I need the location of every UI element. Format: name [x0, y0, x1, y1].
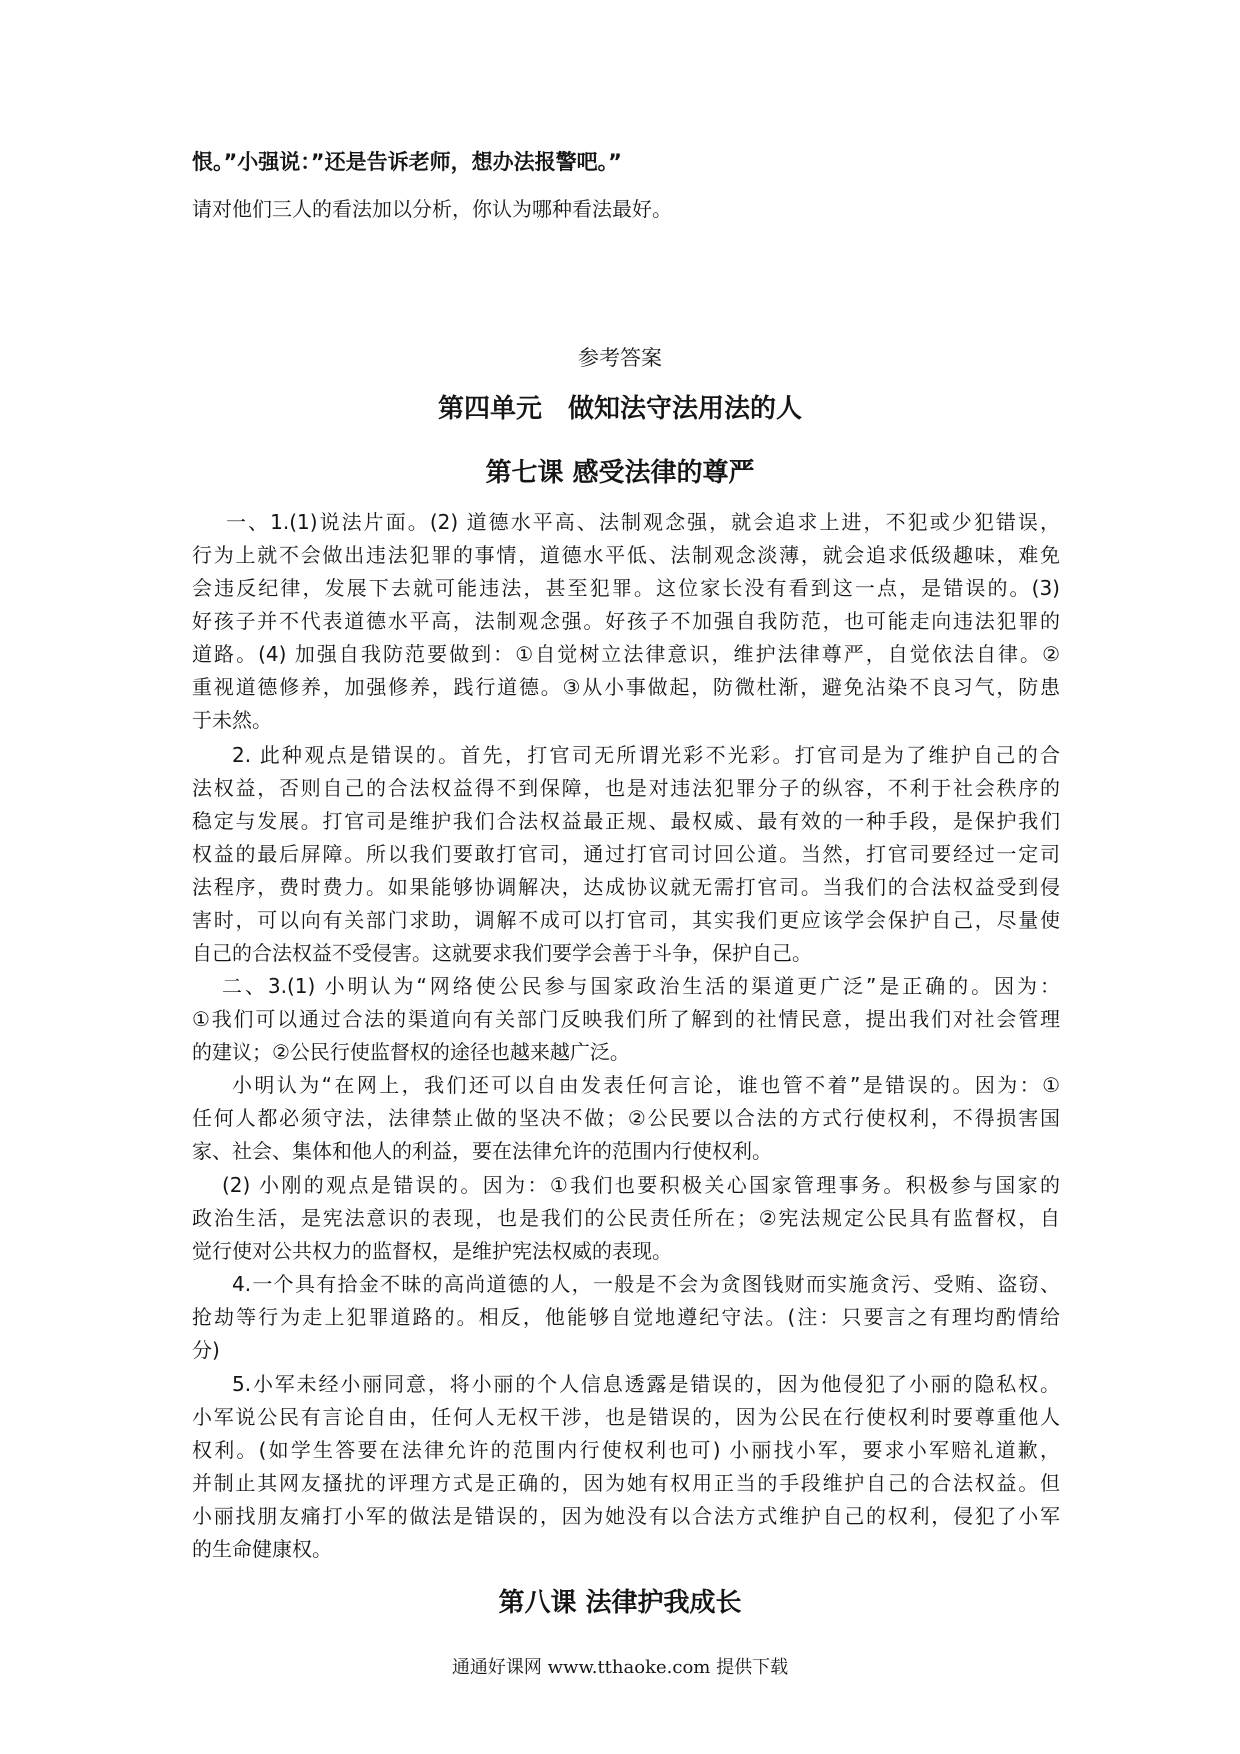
paragraph-line: 抢劫等行为走上犯罪道路的。相反，他能够自觉地遵纪守法。(注：只要言之有理均酌情给: [192, 1305, 1060, 1329]
paragraph-line: 并制止其网友搔扰的评理方式是正确的，因为她有权用正当的手段维护自己的合法权益。但: [192, 1471, 1060, 1495]
paragraph-line: 小明认为“在网上，我们还可以自由发表任何言论，谁也管不着”是错误的。因为：①: [232, 1073, 1060, 1097]
paragraph-line: 权利。(如学生答要在法律允许的范围内行使权利也可) 小丽找小军，要求小军赔礼道歉，: [192, 1438, 1060, 1462]
paragraph-line: 害时，可以向有关部门求助，调解不成可以打官司，其实我们更应该学会保护自己，尽量使: [192, 908, 1060, 932]
paragraph-line: 法权益，否则自己的合法权益得不到保障，也是对违法犯罪分子的纵容，不利于社会秩序的: [192, 776, 1060, 800]
paragraph-line: 的生命健康权。: [192, 1537, 332, 1561]
lesson-8-title: 第八课 法律护我成长: [498, 1588, 742, 1618]
intro-line-1: 恨。”小强说：”还是告诉老师，想办法报警吧。”: [192, 150, 622, 174]
paragraph-line: (2) 小刚的观点是错误的。因为：①我们也要积极关心国家管理事务。积极参与国家的: [222, 1173, 1060, 1197]
paragraph-line: 会违反纪律，发展下去就可能违法，甚至犯罪。这位家长没有看到这一点，是错误的。(3): [192, 576, 1060, 600]
page-footer: 通通好课网 www.tthaoke.com 提供下载: [451, 1657, 789, 1678]
paragraph-line: 任何人都必须守法，法律禁止做的坚决不做；②公民要以合法的方式行使权利，不得损害国: [192, 1106, 1060, 1130]
paragraph-line: 2. 此种观点是错误的。首先，打官司无所谓光彩不光彩。打官司是为了维护自己的合: [232, 743, 1060, 767]
paragraph-line: 政治生活，是宪法意识的表现，也是我们的公民责任所在；②宪法规定公民具有监督权，自: [192, 1206, 1060, 1230]
paragraph-line: 道路。(4) 加强自我防范要做到：①自觉树立法律意识，维护法律尊严，自觉依法自律。②: [192, 642, 1060, 666]
paragraph-line: 4.一个具有拾金不昧的高尚道德的人，一般是不会为贪图钱财而实施贪污、受贿、盗窃、: [232, 1272, 1060, 1296]
intro-line-2: 请对他们三人的看法加以分析，你认为哪种看法最好。: [192, 197, 672, 221]
unit-title: 第四单元 做知法守法用法的人: [437, 394, 802, 424]
paragraph-line: 于未然。: [192, 708, 272, 732]
paragraph-line: 稳定与发展。打官司是维护我们合法权益最正规、最权威、最有效的一种手段，是保护我们: [192, 809, 1060, 833]
paragraph-line: 5.小军未经小丽同意，将小丽的个人信息透露是错误的，因为他侵犯了小丽的隐私权。: [232, 1372, 1060, 1396]
paragraph-line: ①我们可以通过合法的渠道向有关部门反映我们所了解到的社情民意，提出我们对社会管理: [192, 1007, 1060, 1031]
paragraph-line: 好孩子并不代表道德水平高，法制观念强。好孩子不加强自我防范，也可能走向违法犯罪的: [192, 609, 1060, 633]
paragraph-line: 的建议；②公民行使监督权的途径也越来越广泛。: [192, 1040, 630, 1064]
paragraph-line: 自己的合法权益不受侵害。这就要求我们要学会善于斗争，保护自己。: [192, 941, 812, 965]
paragraph-line: 一、1.(1)说法片面。(2) 道德水平高、法制观念强，就会追求上进，不犯或少犯错误，: [226, 510, 1060, 534]
paragraph-line: 家、社会、集体和他人的利益，要在法律允许的范围内行使权利。: [192, 1139, 772, 1163]
paragraph-line: 权益的最后屏障。所以我们要敢打官司，通过打官司讨回公道。当然，打官司要经过一定司: [192, 842, 1060, 866]
lesson-7-title: 第七课 感受法律的尊严: [485, 458, 755, 488]
paragraph-line: 二、3.(1) 小明认为“网络使公民参与国家政治生活的渠道更广泛”是正确的。因为：: [222, 974, 1060, 998]
paragraph-line: 重视道德修养，加强修养，践行道德。③从小事做起，防微杜渐，避免沾染不良习气，防患: [192, 675, 1060, 699]
paragraph-line: 觉行使对公共权力的监督权，是维护宪法权威的表现。: [192, 1239, 672, 1263]
paragraph-line: 小丽找朋友痛打小军的做法是错误的，因为她没有以合法方式维护自己的权利，侵犯了小军: [192, 1504, 1060, 1528]
paragraph-line: 小军说公民有言论自由，任何人无权干涉，也是错误的，因为公民在行使权利时要尊重他人: [192, 1405, 1060, 1429]
paragraph-line: 行为上就不会做出违法犯罪的事情，道德水平低、法制观念淡薄，就会追求低级趣味，难免: [192, 543, 1060, 567]
paragraph-line: 法程序，费时费力。如果能够协调解决，达成协议就无需打官司。当我们的合法权益受到侵: [192, 875, 1060, 899]
answer-key-heading: 参考答案: [578, 346, 662, 370]
paragraph-line: 分): [192, 1338, 220, 1362]
